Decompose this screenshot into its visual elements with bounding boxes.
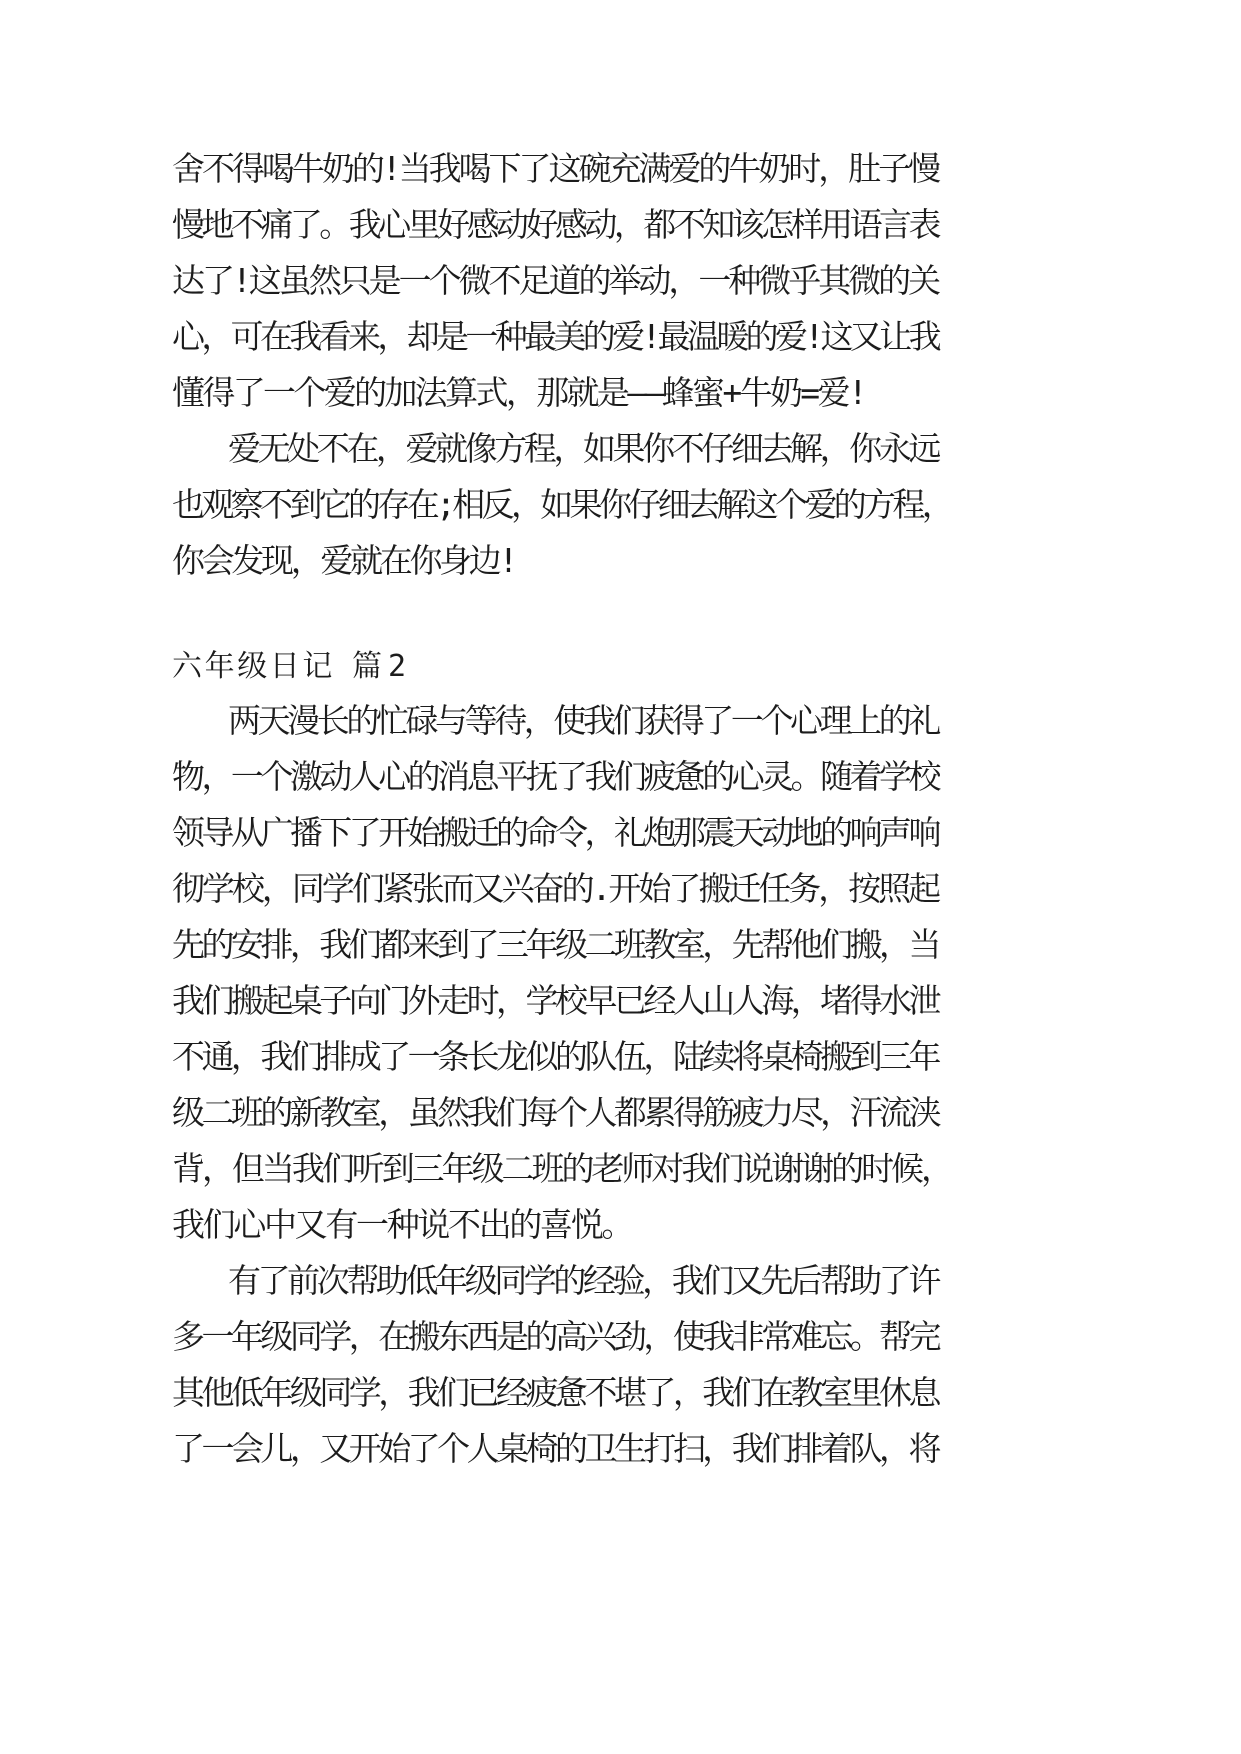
text-line <box>0 1138 1241 1200</box>
text-line <box>0 858 1241 920</box>
text-line-content: 我们心中又有一种说不出的喜悦。 <box>172 1205 633 1244</box>
text-line-content: 先的安排，我们都来到了三年级二班教室，先帮他们搬，当 <box>172 925 938 964</box>
text-line <box>0 1306 1241 1368</box>
text-line <box>0 138 1241 200</box>
text-line <box>0 1082 1241 1144</box>
text-line <box>0 746 1241 808</box>
text-line-content: 慢地不痛了。我心里好感动好感动，都不知该怎样用语言表 <box>172 205 938 244</box>
text-line-content: 领导从广播下了开始搬迁的命令，礼炮那震天动地的响声响 <box>172 813 938 852</box>
text-line <box>0 1026 1241 1088</box>
paragraph-first-line <box>0 690 1241 752</box>
text-line <box>0 802 1241 864</box>
text-line <box>0 194 1241 256</box>
text-line <box>0 970 1241 1032</box>
text-line <box>0 1418 1241 1480</box>
text-line <box>0 530 1241 592</box>
text-line <box>0 1362 1241 1424</box>
text-line-content: 有了前次帮助低年级同学的经验，我们又先后帮助了许 <box>228 1261 938 1300</box>
paragraph-first-line <box>0 1250 1241 1312</box>
section-title: 六年级日记 <box>172 649 335 684</box>
text-line-content: 其他低年级同学，我们已经疲惫不堪了，我们在教室里休息 <box>172 1373 938 1412</box>
text-line-content: 物，一个激动人心的消息平抚了我们疲惫的心灵。随着学校 <box>172 757 938 796</box>
text-line-content: 也观察不到它的存在;相反，如果你仔细去解这个爱的方程， <box>172 485 952 524</box>
text-line-content: 多一年级同学，在搬东西是的高兴劲，使我非常难忘。帮完 <box>172 1317 938 1356</box>
text-line-content: 背，但当我们听到三年级二班的老师对我们说谢谢的时候， <box>172 1149 951 1188</box>
text-line-content: 我们搬起桌子向门外走时，学校早已经人山人海，堵得水泄 <box>172 981 938 1020</box>
text-line <box>0 250 1241 312</box>
text-line-content: 懂得了一个爱的加法算式，那就是——蜂蜜+牛奶=爱! <box>172 373 866 412</box>
text-line-content: 爱无处不在，爱就像方程，如果你不仔细去解，你永远 <box>228 429 938 468</box>
text-line-content: 彻学校，同学们紧张而又兴奋的.开始了搬迁任务，按照起 <box>172 869 939 908</box>
section-index: 篇 2 <box>352 649 401 684</box>
paragraph-first-line <box>0 418 1241 480</box>
text-line-content: 级二班的新教室，虽然我们每个人都累得筋疲力尽，汗流浃 <box>172 1093 938 1132</box>
text-line-content: 达了!这虽然只是一个微不足道的举动，一种微乎其微的关 <box>172 261 939 300</box>
text-line <box>0 362 1241 424</box>
text-line <box>0 1194 1241 1256</box>
text-line <box>0 474 1241 536</box>
text-line-content: 了一会儿，又开始了个人桌椅的卫生打扫，我们排着队，将 <box>172 1429 938 1468</box>
section-heading <box>0 636 1241 698</box>
text-line-content: 你会发现，爱就在你身边! <box>172 541 516 580</box>
text-line <box>0 914 1241 976</box>
text-line <box>0 306 1241 368</box>
text-line-content: 两天漫长的忙碌与等待，使我们获得了一个心理上的礼 <box>228 701 938 740</box>
text-line-content: 心，可在我看来，却是一种最美的爱!最温暖的爱!这又让我 <box>172 317 938 356</box>
text-line-content: 舍不得喝牛奶的!当我喝下了这碗充满爱的牛奶时，肚子慢 <box>172 149 939 188</box>
text-line-content: 不通，我们排成了一条长龙似的队伍，陆续将桌椅搬到三年 <box>172 1037 938 1076</box>
